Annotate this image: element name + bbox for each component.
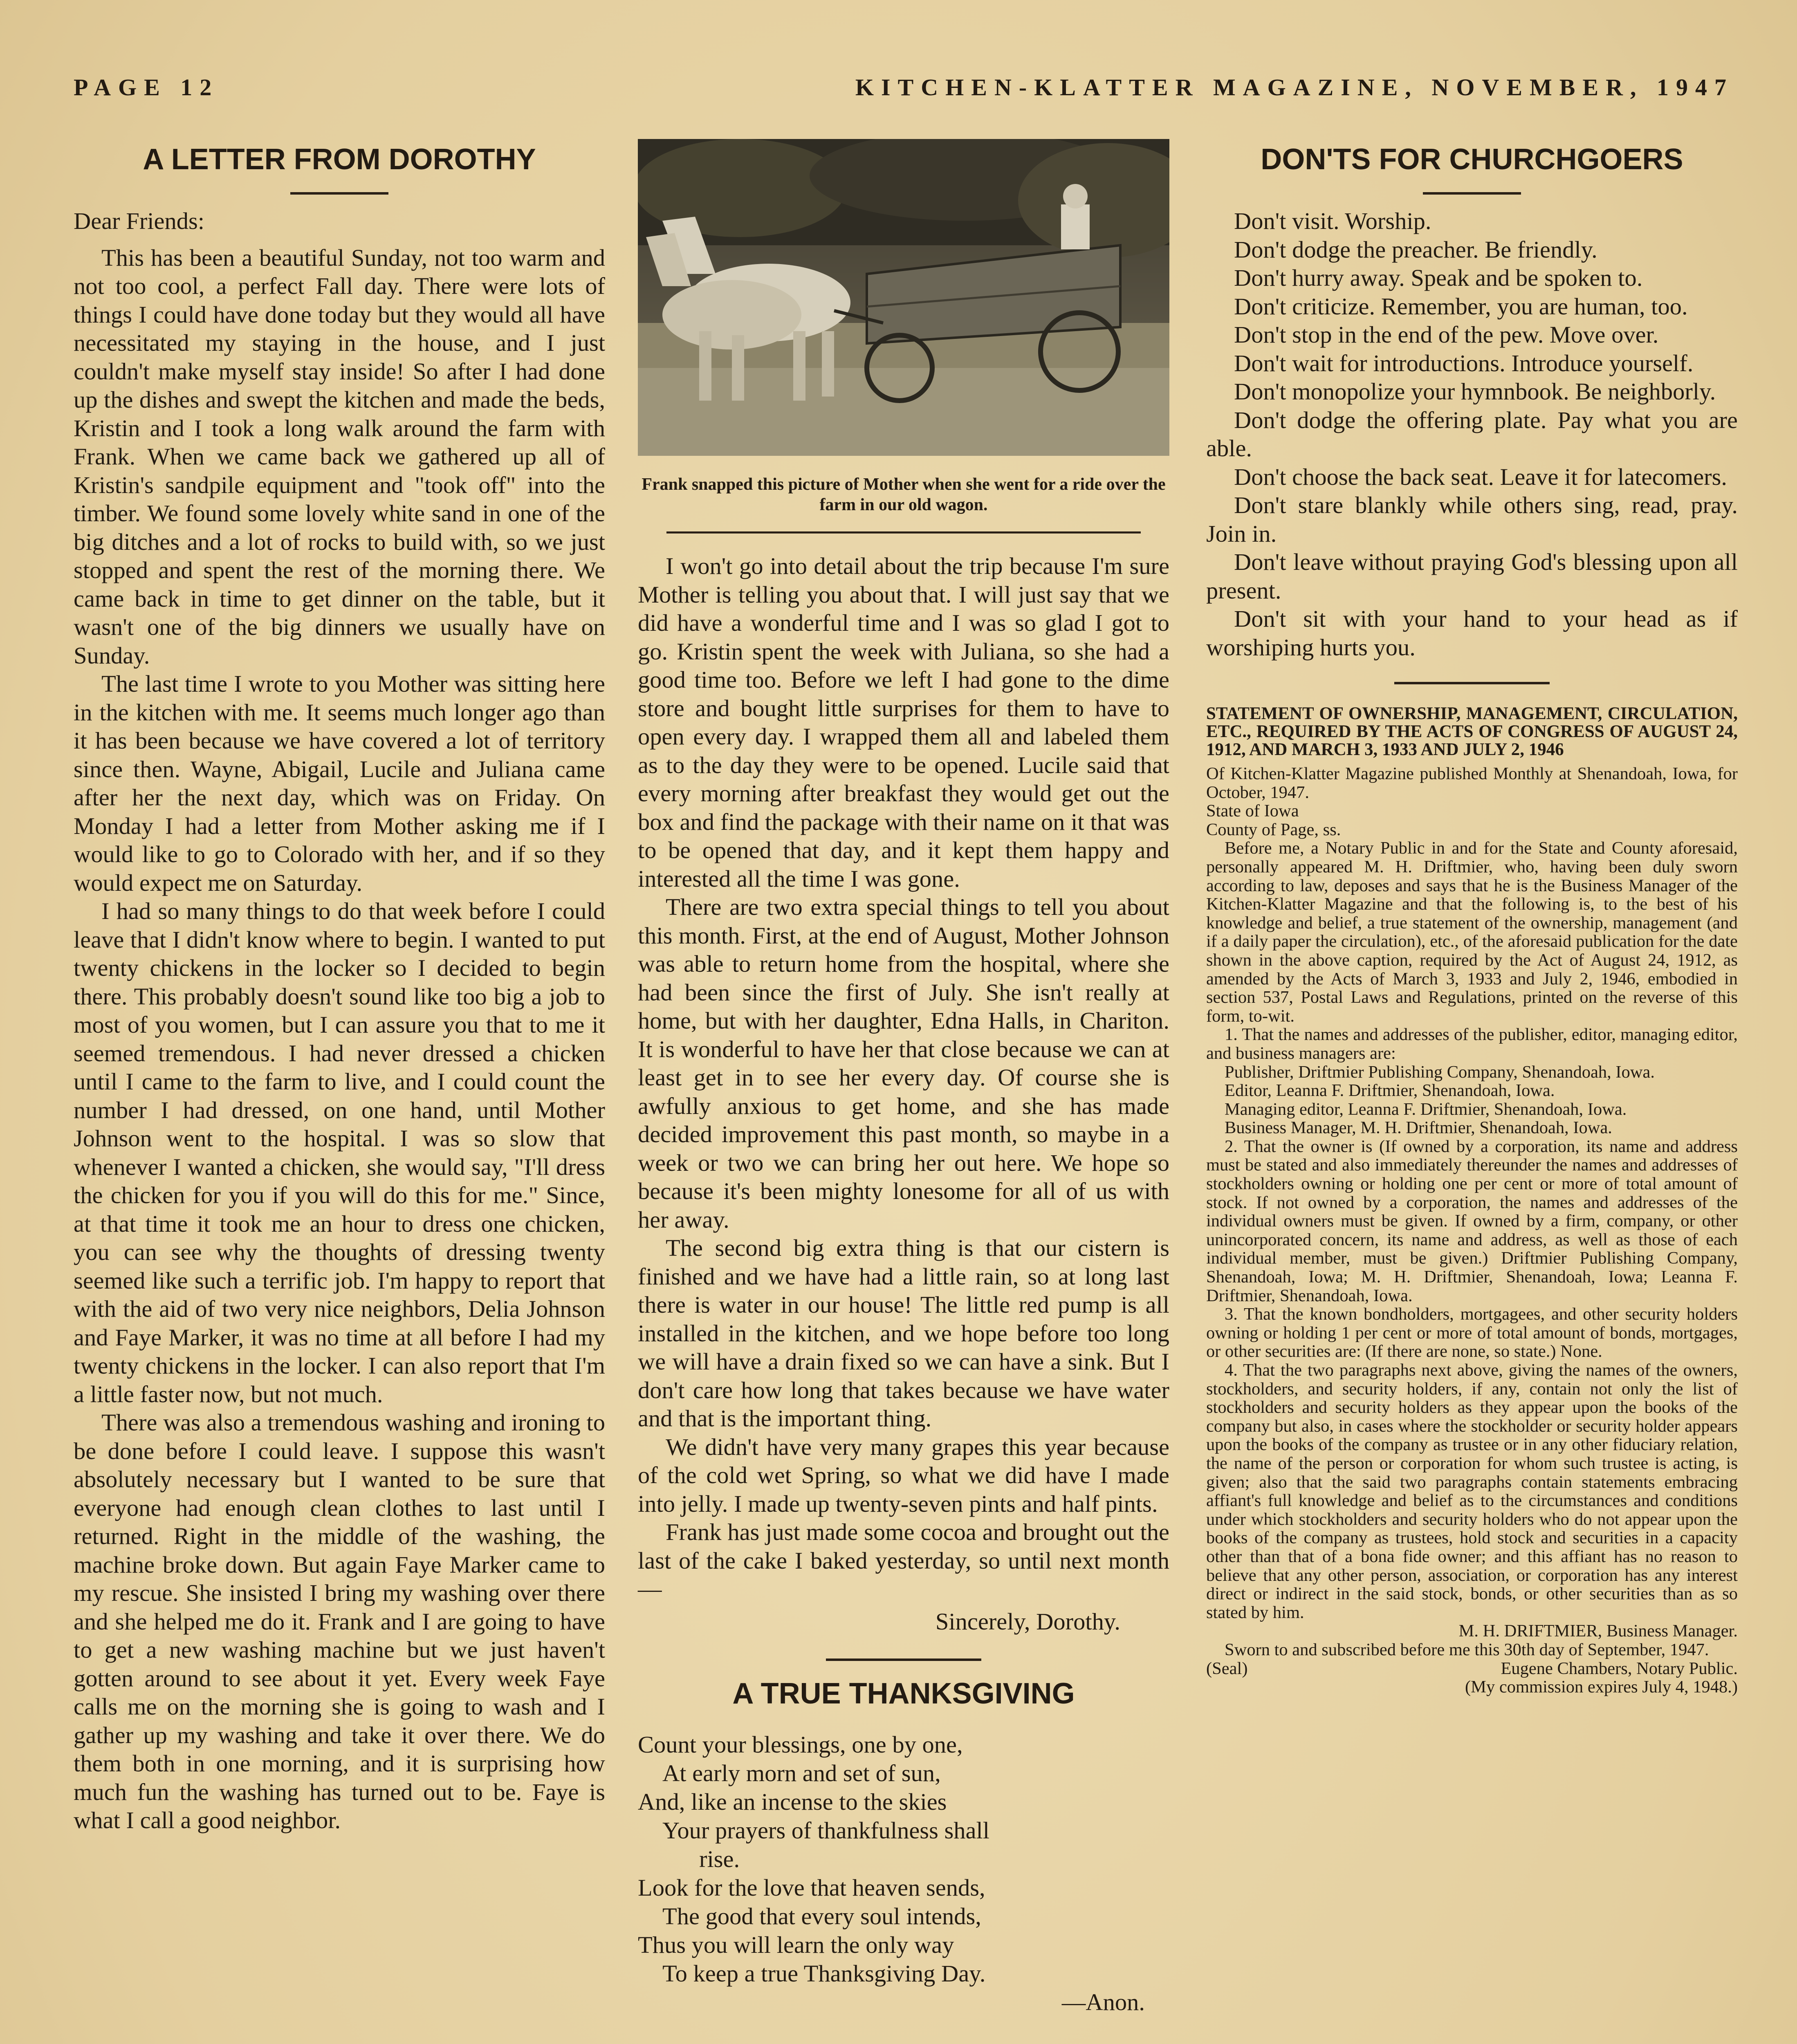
donts-item: Don't monopolize your hymnbook. Be neighborly. — [1234, 378, 1716, 405]
letter-paragraph: The last time I wrote to you Mother was sitting here in the kitchen with me. It seems much longer ago than it has been because we have covered a lot of territory since then. Wayne, Abigail, Lucile and Juliana came after her the next day, which was on Friday. On Monday I had a letter from Mother asking me if I would like to go to Colorado with her, and if so they would expect me on Saturday. — [74, 670, 605, 896]
donts-item: Don't leave without praying God's blessing upon all present. — [1206, 549, 1738, 604]
poem-line: Count your blessings, one by one, — [638, 1731, 963, 1758]
letter-signoff: Sincerely, Dorothy. — [935, 1608, 1120, 1635]
letter-salutation: Dear Friends: — [74, 208, 205, 234]
photo-caption: Frank snapped this picture of Mother when she went for a ride over the farm in our old wagon. — [642, 475, 1166, 514]
letter-paragraph: I won't go into detail about the trip because I'm sure Mother is telling you about that. I will just say that we did have a wonderful time and I was so glad I got to go. Kristin spent the week with Juliana, so she had a good time too. Before we left I had gone to the dime store and bought little surprises for them to have to open every day. I wrapped them all and labeled them as to the day they were to be opened. Lucile said that every morning after breakfast they would get out the box and find the package with their name on it that was to be opened that day, and it kept them happy and interested all the time I was gone. — [638, 553, 1169, 892]
donts-item: Don't dodge the offering plate. Pay what you are able. — [1206, 406, 1738, 462]
letter-paragraph: There was also a tremendous washing and ironing to be done before I could leave. I suppose this wasn't absolutely necessary but I wanted to be sure that everyone had enough clean clothes to last until I returned. Right in the middle of the washing, the machine broke down. But again Faye Marker came to my rescue. She insisted I bring my washing over there and she helped me do it. Frank and I are going to have to get a new washing machine but we just haven't gotten around to see about it yet. Every week Faye calls me on the morning she is going to wash and I gather up my washing and take it over there. We do them both in one morning, and it is surprising how much fun the washing has turned out to be. Faye is what I call a good neighbor. — [74, 1409, 605, 1833]
letter-title: A LETTER FROM DOROTHY — [143, 143, 536, 176]
poem-title: A TRUE THANKSGIVING — [732, 1677, 1075, 1710]
poem-line: rise. — [699, 1845, 740, 1872]
donts-item: Don't visit. Worship. — [1234, 208, 1431, 234]
letter-paragraph: We didn't have very many grapes this year because of the cold wet Spring, so what we did have I made into jelly. I made up twenty-seven pints and half pints. — [638, 1433, 1169, 1517]
statement-intro: Of Kitchen-Klatter Magazine published Monthly at Shenandoah, Iowa, for October, 1947. — [1206, 764, 1738, 802]
statement-seal: (Seal) — [1206, 1659, 1248, 1678]
statement-paragraph: Business Manager, M. H. Driftmier, Shenandoah, Iowa. — [1225, 1118, 1612, 1138]
statement-county: County of Page, ss. — [1206, 820, 1341, 839]
donts-title: DON'TS FOR CHURCHGOERS — [1261, 143, 1683, 176]
magazine-issue: KITCHEN-KLATTER MAGAZINE, NOVEMBER, 1947 — [855, 74, 1734, 101]
poem-line: At early morn and set of sun, — [662, 1759, 941, 1786]
donts-item: Don't stop in the end of the pew. Move over. — [1234, 321, 1659, 348]
letter-paragraph: The second big extra thing is that our cistern is finished and we have had a little rain, so at long last there is water in our house! The little red pump is all installed in the kitchen, and we hope before too long we will have a drain fixed so we can have a sink. But I don't care how long that takes because we have water and that is the important thing. — [638, 1235, 1169, 1432]
donts-list — [1206, 207, 1738, 661]
column-left — [74, 139, 605, 1835]
donts-item: Don't hurry away. Speak and be spoken to. — [1234, 264, 1643, 291]
divider — [1394, 682, 1550, 684]
donts-item: Don't criticize. Remember, you are human, too. — [1234, 293, 1688, 320]
letter-body-part2 — [638, 552, 1169, 1603]
letter-paragraph: I had so many things to do that week before I could leave that I didn't know where to begin. I wanted to put twenty chickens in the locker so I decided to begin there. This probably doesn't sound like too big a job to most of you women, but I can assure you that to me it seemed tremendous. I had never dressed a chicken until I came to the farm to live, and I could count the number I had dressed, on one hand, until Mother Johnson went to the hospital. I was so slow that whenever I wanted a chicken, she would say, "I'll dress the chicken for you if you will do this for me." Since, at that time it took me an hour to dress one chicken, you can see why the thoughts of dressing twenty seemed like such a terrific job. I'm happy to report that with the aid of two very nice neighbors, Delia Johnson and Faye Marker, it was no time at all before I had my twenty chickens in the locker. I can also report that I'm a little faster now, but not much. — [74, 898, 605, 1407]
statement-paragraph: Before me, a Notary Public in and for the State and County aforesaid, personally appeared M. H. Driftmier, who, having been duly sworn according to law, deposes and says that he is the Business Manager of the Kitchen-Klatter Magazine and that the following is, to the best of his knowledge and belief, a true statement of the ownership, management (and if a daily paper the circulation), etc., of the aforesaid publication for the date shown in the above caption, required by the Act of August 24, 1912, as amended by the Acts of March 3, 1933 and July 2, 1946, embodied in section 537, Postal Laws and Regulations, printed on the reverse of this form, to-wit. — [1206, 838, 1738, 1026]
divider — [290, 192, 388, 195]
column-middle — [638, 139, 1169, 2017]
divider — [666, 531, 1141, 533]
poem-line: To keep a true Thanksgiving Day. — [662, 1960, 986, 1987]
divider — [826, 1659, 981, 1661]
statement-paragraph: Publisher, Driftmier Publishing Company, Shenandoah, Iowa. — [1225, 1062, 1655, 1082]
donts-item: Don't choose the back seat. Leave it for latecomers. — [1234, 463, 1727, 490]
statement-body — [1206, 764, 1738, 1697]
poem-author: —Anon. — [1061, 1988, 1145, 2015]
statement-paragraph: 2. That the owner is (If owned by a corporation, its name and address must be stated and also immediately thereunder the names and addresses of stockholders owning or holding one per cent or more of total amount of stock. If not owned by a corporation, the names and addresses of the individual owners must be given. If owned by a firm, company, or other unincorporated concern, its name and address, as well as those of each individual member, must be given.) Driftmier Publishing Company, Shenandoah, Iowa; M. H. Driftmier, Shenandoah, Iowa; Leanna F. Driftmier, Shenandoah, Iowa. — [1206, 1136, 1738, 1305]
statement-paragraph: Managing editor, Leanna F. Driftmier, Shenandoah, Iowa. — [1225, 1099, 1627, 1119]
statement-state: State of Iowa — [1206, 801, 1299, 821]
wagon-photo — [638, 139, 1169, 456]
letter-paragraph: There are two extra special things to tell you about this month. First, at the end of August, Mother Johnson was able to return home from the hospital, where she had been since the first of July. She isn't really at home, but with her daughter, Edna Halls, in Chariton. It is wonderful to have her that close because we can at least get in to see her every day. Of course she is awfully anxious to get home, and she has made decided improvement this past month, so maybe in a week or two we can bring her out here. We hope so because it's been mighty lonesome for all of us with her away. — [638, 894, 1169, 1233]
donts-item: Don't dodge the preacher. Be friendly. — [1234, 236, 1597, 263]
wagon-photo-image — [638, 139, 1169, 456]
statement-heading: STATEMENT OF OWNERSHIP, MANAGEMENT, CIRCULATION, ETC., REQUIRED BY THE ACTS OF CONGRESS OF AUGUST 24, 1912, AND MARCH 3, 1933 AND JULY 2, 1946 — [1206, 704, 1738, 759]
statement-sworn: Sworn to and subscribed before me this 30th day of September, 1947. — [1225, 1640, 1709, 1659]
column-right — [1206, 139, 1738, 1697]
divider — [1423, 192, 1521, 195]
masthead — [74, 65, 1734, 106]
statement-seal-line — [1206, 1659, 1738, 1678]
donts-item: Don't stare blankly while others sing, read, pray. Join in. — [1206, 492, 1738, 547]
donts-item: Don't sit with your hand to your head as if worshiping hurts you. — [1206, 605, 1738, 661]
poem-line: Your prayers of thankfulness shall — [662, 1817, 989, 1844]
poem-line: And, like an incense to the skies — [638, 1788, 947, 1815]
letter-body-part1 — [74, 207, 605, 1835]
letter-paragraph: Frank has just made some cocoa and brought out the last of the cake I baked yesterday, so until next month— — [638, 1519, 1169, 1602]
statement-paragraph: Editor, Leanna F. Driftmier, Shenandoah, Iowa. — [1225, 1081, 1555, 1100]
statement-paragraph: 1. That the names and addresses of the publisher, editor, managing editor, and business managers are: — [1206, 1025, 1738, 1063]
poem-line: The good that every soul intends, — [662, 1903, 981, 1930]
donts-item: Don't wait for introductions. Introduce yourself. — [1234, 350, 1694, 377]
statement-paragraph: 3. That the known bondholders, mortgagees, and other security holders owning or holding 1 per cent or more of total amount of bonds, mortgages, or other securities are: (If there are none, so state.) None. — [1206, 1304, 1738, 1361]
poem-line: Thus you will learn the only way — [638, 1931, 954, 1958]
statement-signature: M. H. DRIFTMIER, Business Manager. — [1458, 1621, 1738, 1641]
poem-body — [638, 1730, 1169, 2017]
statement-notary: Eugene Chambers, Notary Public. — [1501, 1659, 1738, 1678]
statement-paragraph: 4. That the two paragraphs next above, giving the names of the owners, stockholders, and security holders, if any, contain not only the list of stockholders and security holders as they appear upon the books of the company but also, in cases where the stockholder or security holder appears upon the books of the company as trustee or in any other fiduciary relation, the name of the person or corporation for whom such trustee is acting, is given; also that the said two paragraphs contain statements embracing affiant's full knowledge and belief as to the circumstances and conditions under which stockholders and security holders who do not appear upon the books of the company as trustees, hold stock and securities in a capacity other than that of a bona fide owner; and this affiant has no reason to believe that any other person, association, or corporation has any interest direct or indirect in the said stock, bonds, or other securities than as so stated by him. — [1206, 1360, 1738, 1622]
poem-line: Look for the love that heaven sends, — [638, 1874, 985, 1901]
page-number: PAGE 12 — [74, 74, 219, 101]
statement-commission: (My commission expires July 4, 1948.) — [1465, 1677, 1738, 1697]
letter-paragraph: This has been a beautiful Sunday, not too warm and not too cool, a perfect Fall day. There were lots of things I could have done today but they would all have necessitated my staying in the house, and I just couldn't make myself stay inside! So after I had done up the dishes and swept the kitchen and made the beds, Kristin and I took a long walk around the farm with Frank. When we came back we gathered up all of Kristin's sandpile equipment and "took off" into the timber. We found some lovely white sand in one of the big ditches and a lot of rocks to build with, so we just stopped and spent the rest of the morning there. We came back in time to get dinner on the table, but it wasn't one of the big dinners we usually have on Sunday. — [74, 244, 605, 669]
